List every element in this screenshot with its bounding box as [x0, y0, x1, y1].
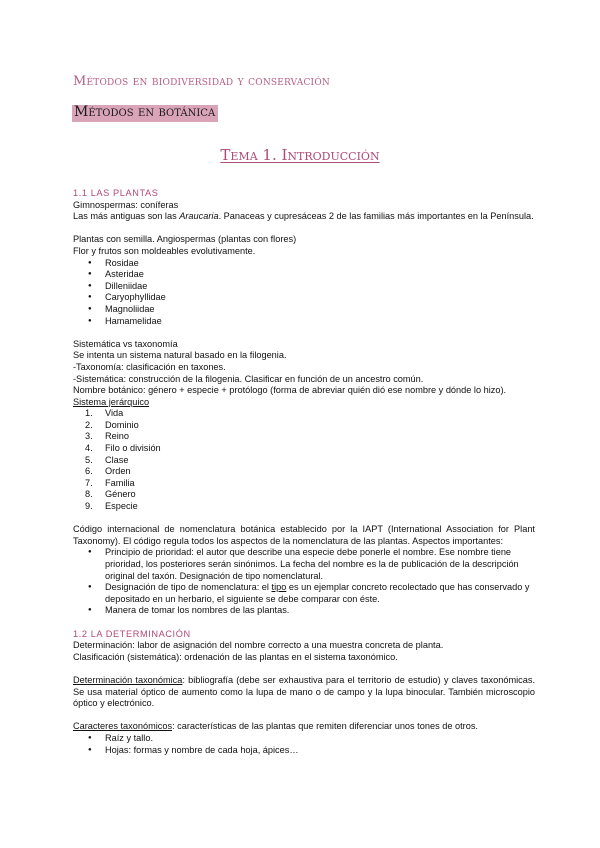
- araucaria-term: Araucaria: [179, 211, 219, 222]
- sistematica-line: Se intenta un sistema natural basado en la filogenia.: [73, 350, 287, 361]
- tipo-term: tipo: [271, 582, 287, 593]
- list-item: ● Raíz y tallo.: [105, 733, 535, 745]
- sistematica-title: Sistemática vs taxonomía: [73, 338, 178, 349]
- list-item: ● Caryophyllidae: [105, 292, 535, 304]
- list-item: ● Principio de prioridad: el autor que describe una especie debe ponerle el nombre. Ese nombre tiene prioridad, los posteriores serán sinónimos. La fecha del nombre es la de publicación de la descripción original del taxón. Designación de tipo nomenclatural.: [105, 547, 535, 582]
- tema-heading: Tema 1. Introducción: [220, 146, 380, 164]
- caracteres-taxonomicos: Caracteres taxonómicos: características de las plantas que remiten diferenciar unos tones de otros.: [73, 721, 478, 732]
- hierarchy-list: [73, 408, 535, 512]
- clasificacion-def: Clasificación (sistemática): ordenación de las plantas en el sistema taxonómico.: [73, 651, 398, 662]
- list-item: 9. Especie: [85, 501, 138, 512]
- jerarquico-title: Sistema jerárquico: [73, 396, 150, 407]
- gimnospermas-desc: Las más antiguas son las Araucaria. Panaceas y cupresáceas 2 de las familias más importantes en la Península.: [73, 211, 534, 222]
- list-item: ● Dilleniidae: [105, 281, 535, 293]
- list-item: ● Rosidae: [105, 258, 535, 270]
- codigo-paragraph: Código internacional de nomenclatura botánica establecido por la IAPT (International Association for Plant Taxonomy). El código regula todos los aspectos de la nomenclatura de las plantas. Aspectos importantes:: [73, 524, 535, 546]
- list-item: 5. Clase: [85, 454, 129, 465]
- sistematica-line: -Taxonomía: clasificación en taxones.: [73, 361, 226, 372]
- caracteres-list: [73, 733, 535, 756]
- list-item: 7. Familia: [85, 477, 135, 488]
- subclass-list: [73, 258, 535, 328]
- list-item: 4. Filo o división: [85, 443, 161, 454]
- list-item: ● Asteridae: [105, 269, 535, 281]
- angiospermas-desc: Flor y frutos son moldeables evolutivamente.: [73, 245, 256, 256]
- determinacion-def: Determinación: labor de asignación del nombre correcto a una muestra concreta de planta.: [73, 640, 444, 651]
- list-item: ● Magnoliidae: [105, 304, 535, 316]
- list-item: 2. Dominio: [85, 419, 139, 430]
- list-item: 8. Género: [85, 489, 136, 500]
- section-heading-determinacion: 1.2 LA DETERMINACIÓN: [73, 628, 191, 639]
- list-item: 1. Vida: [85, 408, 124, 419]
- list-item: ● Manera de tomar los nombres de las plantas.: [105, 605, 535, 617]
- sistematica-line: -Sistemática: construcción de la filogenia. Clasificar en función de un ancestro común.: [73, 373, 424, 384]
- course-title: Métodos en biodiversidad y conservación: [73, 74, 330, 89]
- list-item: 3. Reino: [85, 431, 130, 442]
- list-item: 6. Orden: [85, 466, 131, 477]
- determinacion-taxonomica: Determinación taxonómica: bibliografía (debe ser exhaustiva para el territorio de estudio) y claves taxonómicas. Se usa material óptico de aumento como la lupa de mano o de campo y la lupa binocular. También microscopio óptico y electrónico.: [73, 674, 535, 709]
- list-item: ● Hamamelidae: [105, 316, 535, 328]
- list-item: ● Designación de tipo de nomenclatura: el tipo es un ejemplar concreto recolectado que has conservado y depositado en un herbario, el siguiente se debe comparar con éste.: [105, 582, 535, 605]
- list-item: ● Hojas: formas y nombre de cada hoja, ápices…: [105, 745, 535, 757]
- angiospermas-title: Plantas con semilla. Angiospermas (plantas con flores): [73, 234, 297, 245]
- sistematica-line: Nombre botánico: género + especie + protólogo (forma de abreviar quién dió ese nombre y dónde lo hizo).: [73, 385, 507, 396]
- codigo-list: [73, 547, 535, 617]
- section-heading-plantas: 1.1 LAS PLANTAS: [73, 188, 159, 198]
- document-body: [73, 188, 535, 756]
- subject-title: Métodos en botánica: [72, 105, 218, 122]
- gimnospermas-title: Gimnospermas: coníferas: [73, 199, 179, 210]
